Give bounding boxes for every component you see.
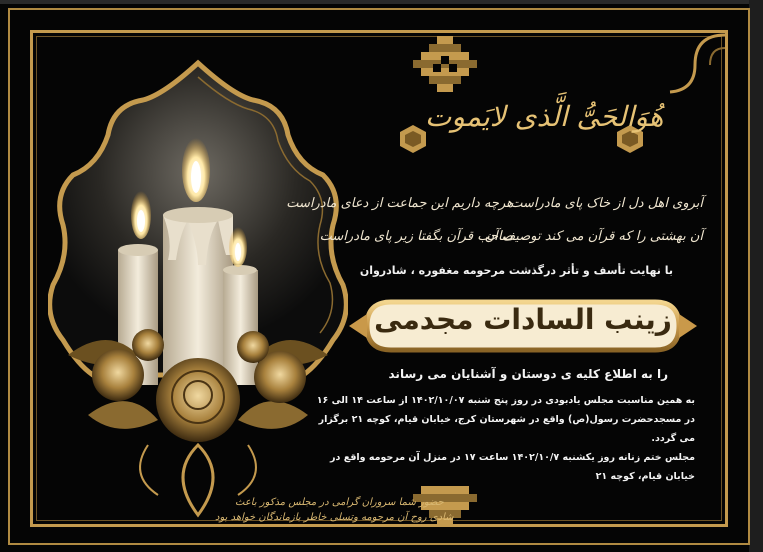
hexagon-emblem-left [398, 124, 428, 154]
intro-text: با نهایت تأسف و تأثر درگذشت مرحومه مغفوره ، شادروان [359, 264, 673, 277]
poem-right-line-1: آبروی اهل دل از خاک پای مادراست [510, 196, 703, 211]
details-line-2: در مسجدحضرت رسول(ص) واقع در شهرستان کرج، خیابان قیام، کوچه ۲۱ برگزار [318, 414, 695, 425]
details-line-4: مجلس ختم زنانه روز یکشنبه ۱۴۰۲/۱۰/۷ ساعت ۱۷ در منزل آن مرحومه واقع در [330, 452, 695, 463]
notice-text: را به اطلاع کلیه ی دوستان و آشنایان می رساند [388, 367, 668, 381]
poem-left-line-2: صاحب قرآن بگفتا زیر پای مادراست [319, 229, 513, 244]
footer-line-2: شادی روح آن مرحومه وتسلی خاطر بازماندگان خواهد بود [215, 512, 454, 523]
corner-scroll-ornament [655, 30, 730, 100]
details-line-5: خیابان قیام، کوچه ۲۱ [595, 471, 695, 482]
poem-right-line-2: آن بهشتی را که قرآن می کند توصیف آن [484, 229, 703, 244]
scrollbar[interactable] [749, 0, 763, 552]
candle-medallion-image [48, 55, 348, 525]
details-line-1: به همین مناسبت مجلس یادبودی در روز پنج شنبه ۱۴۰۲/۱۰/۰۷ از ساعت ۱۴ الی ۱۶ [316, 395, 695, 406]
deceased-name: زینب السادات مجدمی [374, 303, 672, 336]
details-line-3: می گردد. [651, 433, 695, 444]
top-mosaic-ornament [395, 30, 495, 110]
poem-left-line-1: هرچه داریم این جماعت از دعای مادراست [286, 196, 513, 211]
title-calligraphy: هُوَالحَیُّ الَّذی لایَموت [425, 100, 664, 133]
footer-line-1: حضور شما سروران گرامی در مجلس مذکور باعث [235, 497, 444, 508]
